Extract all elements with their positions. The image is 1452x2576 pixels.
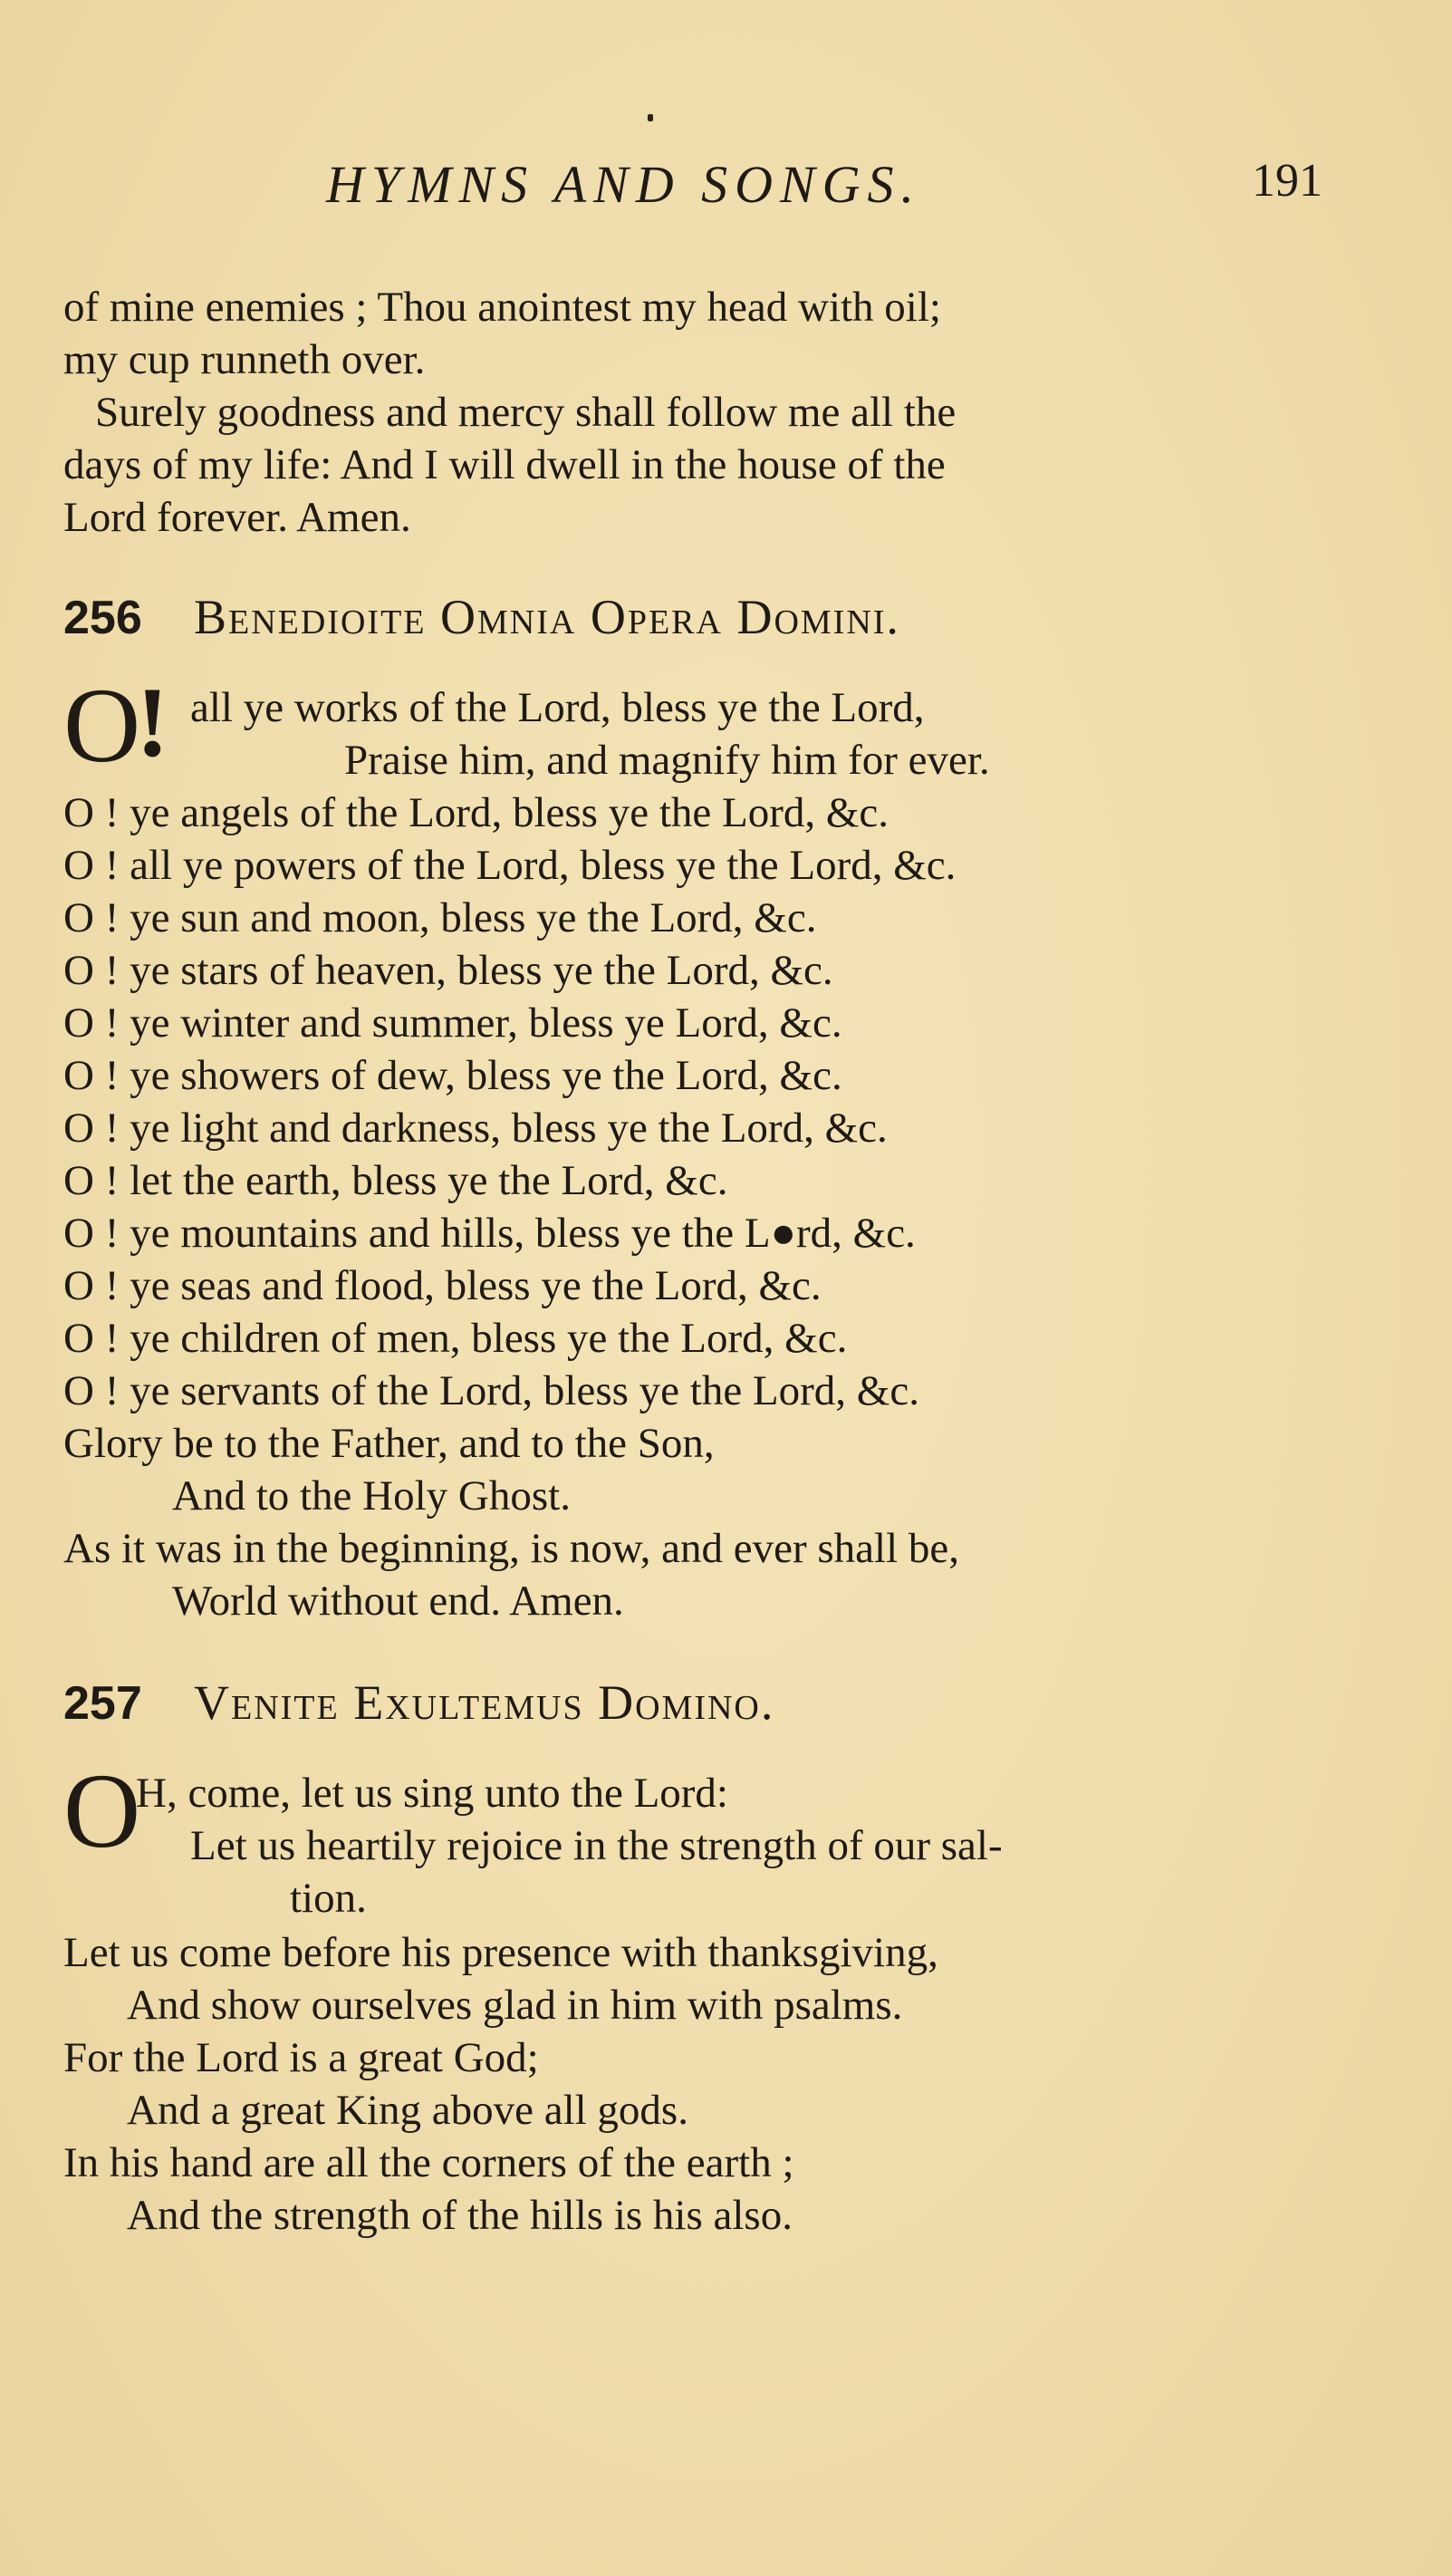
- text-line: O ! ye light and darkness, bless ye the Lord, &c.: [63, 1105, 888, 1152]
- text-line: World without end. Amen.: [172, 1577, 624, 1625]
- text-line: all ye works of the Lord, bless ye the Lord,: [190, 684, 925, 731]
- text-line: of mine enemies ; Thou anointest my head with oil;: [63, 284, 941, 331]
- text-line: Lord forever. Amen.: [63, 494, 411, 541]
- hymn-title: Venite Exultemus Domino.: [194, 1675, 775, 1730]
- text-line: H, come, let us sing unto the Lord:: [136, 1770, 728, 1817]
- drop-cap-exclamation: !: [136, 667, 169, 777]
- text-line: O ! all ye powers of the Lord, bless ye the Lord, &c.: [63, 842, 957, 889]
- hymn-256-heading: [63, 589, 900, 652]
- text-line: my cup runneth over.: [63, 336, 426, 383]
- text-line: O ! ye children of men, bless ye the Lord, &c.: [63, 1315, 848, 1362]
- text-line: And show ourselves glad in him with psalms.: [127, 1982, 903, 2029]
- intro-text: [63, 281, 1332, 544]
- page-header: [63, 154, 1322, 217]
- text-line: O ! ye showers of dew, bless ye the Lord, &c.: [63, 1052, 842, 1099]
- hymn-number: 256: [63, 592, 142, 644]
- text-line: For the Lord is a great God;: [63, 2034, 539, 2081]
- text-line: And a great King above all gods.: [127, 2087, 688, 2134]
- text-line: Surely goodness and mercy shall follow me all the: [95, 389, 957, 436]
- text-line: O ! ye angels of the Lord, bless ye the Lord, &c.: [63, 789, 889, 836]
- text-line: tion.: [290, 1875, 367, 1922]
- text-line: O ! ye mountains and hills, bless ye the L●rd, &c.: [63, 1210, 916, 1257]
- print-mark: [648, 114, 653, 121]
- text-line: As it was in the beginning, is now, and ever shall be,: [63, 1525, 959, 1572]
- text-line: O ! ye winter and summer, bless ye Lord, &c.: [63, 999, 842, 1047]
- hymn-257-body: [63, 1926, 1332, 2242]
- drop-cap: O: [63, 1751, 141, 1870]
- text-line: And the strength of the hills is his also.: [127, 2192, 793, 2239]
- text-line: In his hand are all the corners of the earth ;: [63, 2139, 794, 2186]
- running-title: HYMNS AND SONGS.: [326, 155, 922, 214]
- text-line: O ! ye seas and flood, bless ye the Lord, &c.: [63, 1262, 822, 1309]
- drop-cap: O: [63, 666, 141, 785]
- text-line: Let us heartily rejoice in the strength of our sal-: [190, 1822, 1003, 1869]
- text-line: Praise him, and magnify him for ever.: [344, 737, 990, 784]
- text-line: O ! ye servants of the Lord, bless ye the Lord, &c.: [63, 1367, 919, 1414]
- hymn-number: 257: [63, 1677, 142, 1730]
- hymn-title: Benedioite Omnia Opera Domini.: [194, 590, 900, 644]
- text-line: O ! let the earth, bless ye the Lord, &c.: [63, 1157, 728, 1204]
- text-line: O ! ye sun and moon, bless ye the Lord, &c.: [63, 894, 817, 941]
- text-line: days of my life: And I will dwell in the house of the: [63, 441, 946, 488]
- text-line: Let us come before his presence with thanksgiving,: [63, 1929, 938, 1976]
- text-line: And to the Holy Ghost.: [172, 1472, 571, 1520]
- text-line: O ! ye stars of heaven, bless ye the Lord, &c.: [63, 947, 833, 994]
- hymn-257-heading: [63, 1674, 774, 1738]
- page-number: 191: [1252, 155, 1322, 207]
- text-line: Glory be to the Father, and to the Son,: [63, 1420, 715, 1467]
- hymn-256-body: [63, 786, 1332, 1627]
